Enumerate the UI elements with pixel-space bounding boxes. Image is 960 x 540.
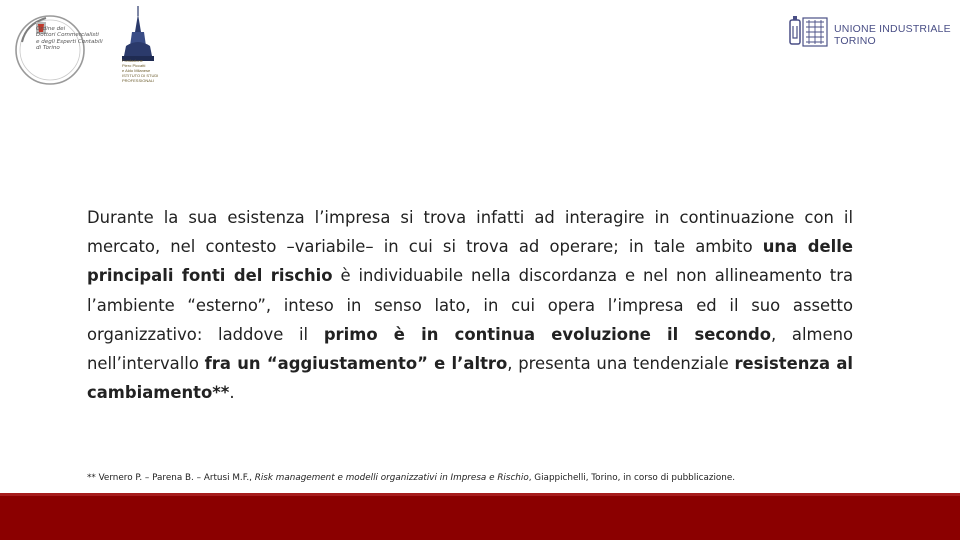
paragraph-text-3: , almeno nell’intervallo <box>87 324 853 374</box>
paragraph-bold-3: fra un “aggiustamento” e l’altro <box>204 354 508 374</box>
odcec-line-4: di Torino <box>36 45 60 52</box>
mole-antonelliana-icon <box>118 6 182 62</box>
paragraph-bold-4: resistenza al cambiamento** <box>87 354 853 403</box>
odcec-line-1: Ordine dei <box>36 26 66 32</box>
foundation-line-2: Piero Piccatti <box>122 63 146 68</box>
unione-industriale-text <box>834 23 951 47</box>
foundation-logo-text <box>122 58 182 83</box>
footnote-publisher: , Giappichelli, Torino, in corso di pubblicazione. <box>528 473 736 483</box>
foundation-line-1: Fondazione <box>122 58 143 63</box>
unione-industriale-icon <box>788 14 832 50</box>
footnote-authors: ** Vernero P. – Parena B. – Artusi M.F., <box>87 473 255 483</box>
bottom-bar <box>0 496 960 540</box>
foundation-line-3: e Aldo Milanese <box>122 68 151 73</box>
paragraph-text-4: , presenta una tendenziale <box>507 354 735 374</box>
unione-industriale-line-2: TORINO <box>834 35 876 47</box>
main-paragraph <box>87 203 853 407</box>
paragraph-bold-1: una delle principali fonti del rischio <box>87 237 854 286</box>
paragraph-text-5: . <box>229 383 235 403</box>
paragraph-text-2: è individuabile nella discordanza e nel non allineamento tra l’ambiente “esterno”, inteso in senso lato, in cui opera l’impresa ed il suo assetto organizzativo: laddove il <box>87 266 853 344</box>
paragraph-bold-2: primo è in continua evoluzione il secondo <box>323 324 772 344</box>
unione-industriale-line-1: UNIONE INDUSTRIALE <box>834 23 951 35</box>
odcec-line-3: e degli Esperti Contabili <box>36 38 103 45</box>
paragraph-text-1: Durante la sua esistenza l’impresa si trova infatti ad interagire in continuazione con il mercato, nel contesto –variabile– in cui si trova ad operare; in tale ambito <box>87 208 853 257</box>
foundation-logo <box>118 6 182 98</box>
unione-industriale-logo <box>788 14 951 50</box>
footnote <box>87 472 887 484</box>
foundation-line-5: PROFESSIONALI <box>122 78 155 83</box>
odcec-logo-text <box>36 26 103 52</box>
odcec-line-2: Dottori Commercialisti <box>36 32 99 39</box>
footnote-title: Risk management e modelli organizzativi in Impresa e Rischio <box>254 473 529 483</box>
foundation-line-4: ISTITUTO DI STUDI <box>122 73 159 78</box>
